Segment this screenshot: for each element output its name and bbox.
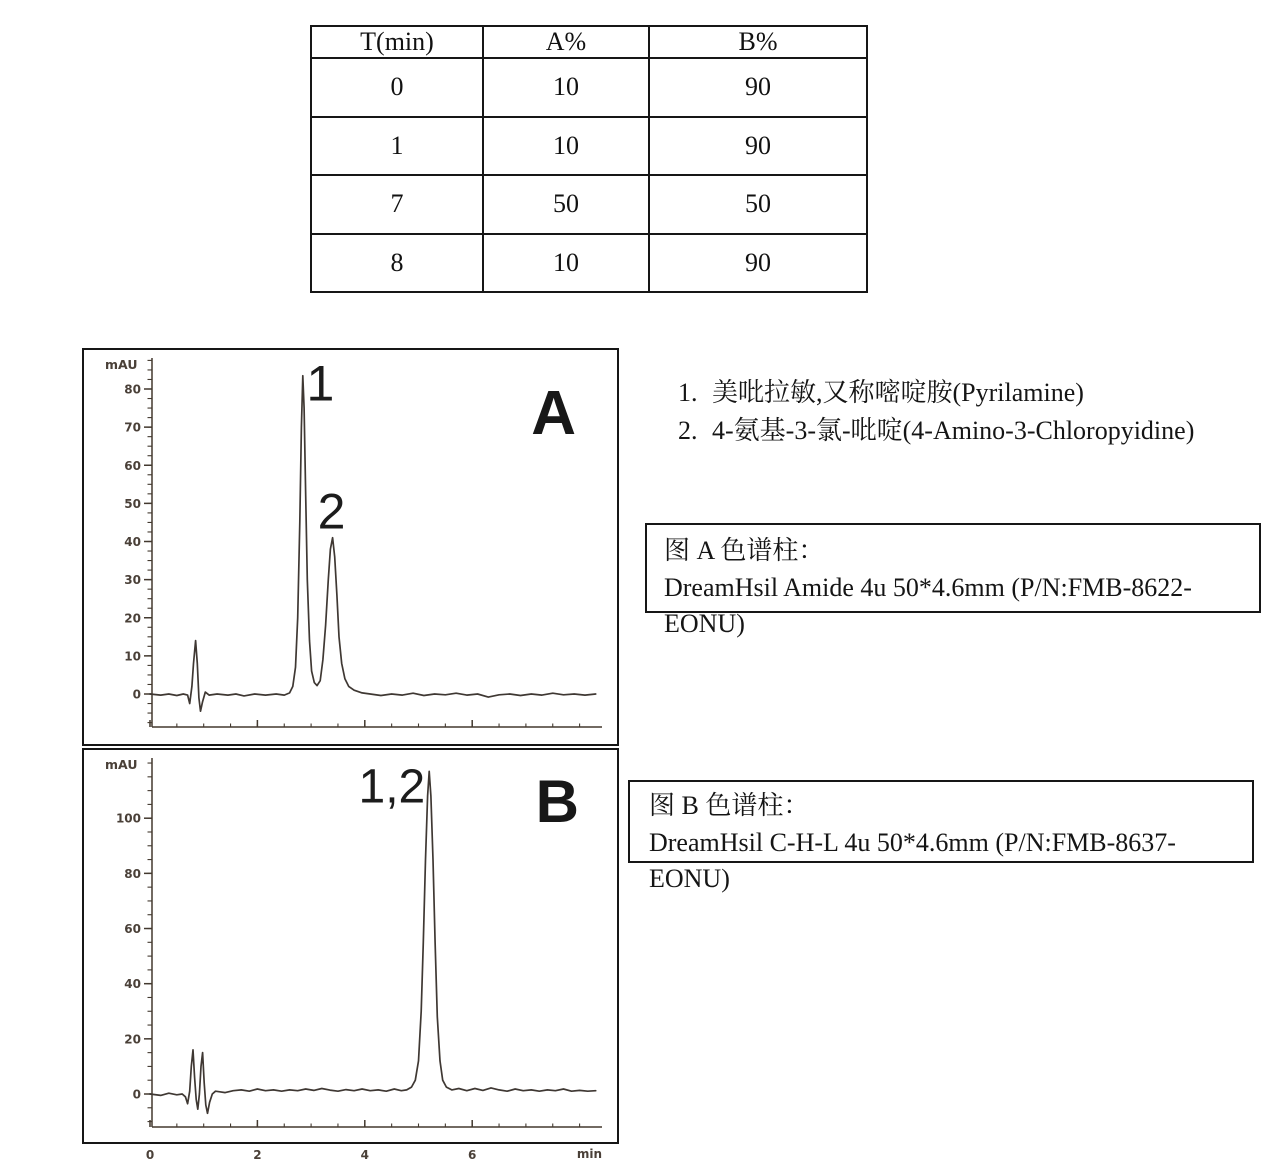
y-tick-label: 80 [124, 382, 141, 397]
y-tick-label: 80 [124, 866, 141, 881]
chromatogram-trace [150, 376, 596, 712]
chromatogram-a-plot [84, 350, 617, 744]
column-info-box-b [628, 780, 1254, 893]
gradient-table-col-2: B% [649, 26, 867, 58]
x-tick-label: 2 [253, 1148, 262, 1162]
y-tick-label: 0 [132, 1087, 141, 1102]
chromatogram-panel-b [82, 748, 619, 1162]
gradient-cell-r3c1: 10 [483, 234, 649, 293]
x-axis-unit-label: min [576, 1147, 602, 1161]
peak-legend-text: 4-氨基-3-氯-吡啶(4-Amino-3-Chloropyidine) [712, 416, 1195, 445]
peak-legend [678, 374, 1194, 450]
peak-label: 2 [317, 483, 346, 540]
y-tick-label: 70 [124, 420, 141, 435]
y-tick-label: 60 [124, 922, 141, 937]
y-tick-label: 100 [115, 811, 141, 826]
gradient-cell-r1c1: 10 [483, 117, 649, 176]
y-tick-label: 0 [132, 687, 141, 702]
column-info-box-a [645, 523, 1261, 638]
panel-letter-label: A [531, 379, 576, 448]
table-row [311, 58, 867, 117]
gradient-table-col-1: A% [483, 26, 649, 58]
gradient-table [310, 25, 868, 293]
x-tick-label: 6 [468, 1148, 477, 1162]
y-tick-label: 60 [124, 458, 141, 473]
table-row [311, 117, 867, 176]
gradient-cell-r0c2: 90 [649, 58, 867, 117]
peak-legend-number: 2. [678, 416, 698, 445]
gradient-cell-r2c1: 50 [483, 175, 649, 234]
gradient-cell-r2c0: 7 [311, 175, 483, 234]
peak-legend-text: 美吡拉敏,又称嘧啶胺(Pyrilamine) [712, 378, 1084, 407]
table-row [311, 175, 867, 234]
gradient-table-col-0: T(min) [311, 26, 483, 58]
gradient-cell-r0c0: 0 [311, 58, 483, 117]
chromatogram-b-plot [84, 750, 617, 1162]
y-tick-label: 30 [124, 573, 141, 588]
gradient-cell-r3c0: 8 [311, 234, 483, 293]
y-axis-unit-label: mAU [105, 357, 138, 372]
gradient-table-header [311, 26, 867, 58]
panel-letter-label: B [535, 768, 579, 835]
column-info-b-title: 图 B 色谱柱： [649, 791, 810, 820]
column-info-a-spec: DreamHsil Amide 4u 50*4.6mm (P/N:FMB-8622-EONU) [664, 573, 1192, 638]
gradient-cell-r1c0: 1 [311, 117, 483, 176]
y-tick-label: 50 [124, 496, 141, 511]
gradient-cell-r0c1: 10 [483, 58, 649, 117]
gradient-cell-r3c2: 90 [649, 234, 867, 293]
table-row [311, 234, 867, 293]
column-info-a-title: 图 A 色谱柱： [664, 536, 825, 565]
x-tick-label: 4 [360, 1148, 369, 1162]
peak-legend-item-1 [678, 374, 1194, 412]
gradient-cell-r2c2: 50 [649, 175, 867, 234]
y-tick-label: 20 [124, 1032, 141, 1047]
y-tick-label: 20 [124, 611, 141, 626]
gradient-cell-r1c2: 90 [649, 117, 867, 176]
column-info-b-spec: DreamHsil C-H-L 4u 50*4.6mm (P/N:FMB-8637-EONU) [649, 828, 1176, 893]
y-tick-label: 40 [124, 977, 141, 992]
y-tick-label: 10 [124, 649, 141, 664]
peak-legend-number: 1. [678, 378, 698, 407]
peak-label: 1 [306, 355, 335, 412]
y-tick-label: 40 [124, 535, 141, 549]
x-tick-label: 0 [145, 1148, 155, 1162]
chromatogram-trace [150, 771, 596, 1113]
peak-label: 1,2 [358, 760, 426, 814]
y-axis-unit-label: mAU [105, 757, 138, 772]
chromatogram-panel-a [82, 348, 619, 746]
peak-legend-item-2 [678, 412, 1194, 450]
